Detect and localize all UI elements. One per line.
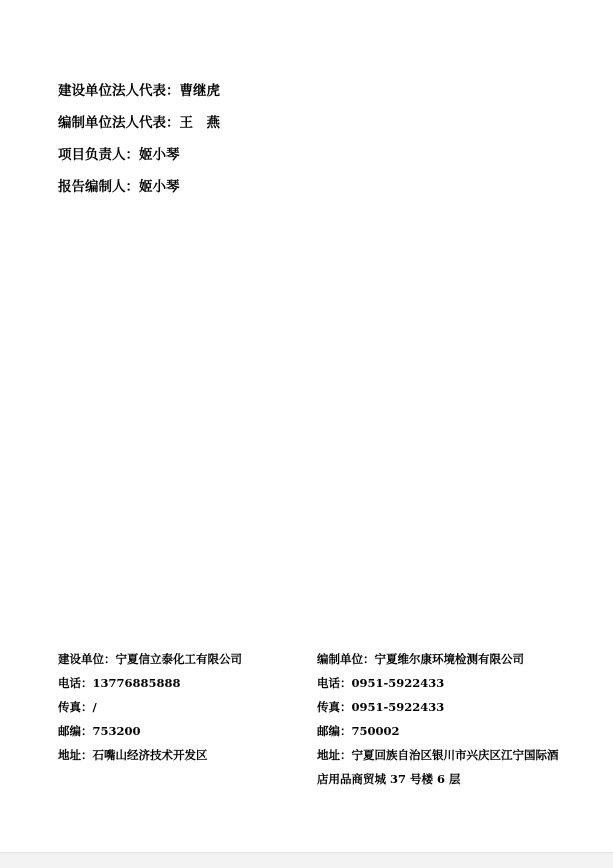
compiling-unit-info [317,651,569,799]
compiler-legal-rep: 编制单位法人代表：王 燕 [58,115,220,131]
construction-unit-name: 建设单位：宁夏信立泰化工有限公司 [58,652,242,666]
compiling-unit-address: 地址：宁夏回族自治区银川市兴庆区江宁国际酒店用品商贸城 37 号楼 6 层 [317,748,559,786]
report-author: 报告编制人：姬小琴 [58,179,180,195]
project-lead: 项目负责人：姬小琴 [58,147,180,163]
construction-unit-postcode: 邮编：753200 [58,724,141,738]
signature-block [58,80,220,208]
compiling-unit-fax: 传真：0951-5922433 [317,700,445,714]
construction-unit-fax: 传真：/ [58,700,97,714]
construction-legal-rep: 建设单位法人代表：曹继虎 [58,83,220,99]
compiling-unit-name: 编制单位：宁夏维尔康环境检测有限公司 [317,652,524,666]
compiling-unit-phone: 电话：0951-5922433 [317,676,445,690]
construction-unit-address: 地址：石嘴山经济技术开发区 [58,748,208,762]
page-bottom-edge [0,852,613,868]
construction-unit-info [58,651,298,771]
compiling-unit-postcode: 邮编：750002 [317,724,400,738]
construction-unit-phone: 电话：13776885888 [58,676,181,690]
